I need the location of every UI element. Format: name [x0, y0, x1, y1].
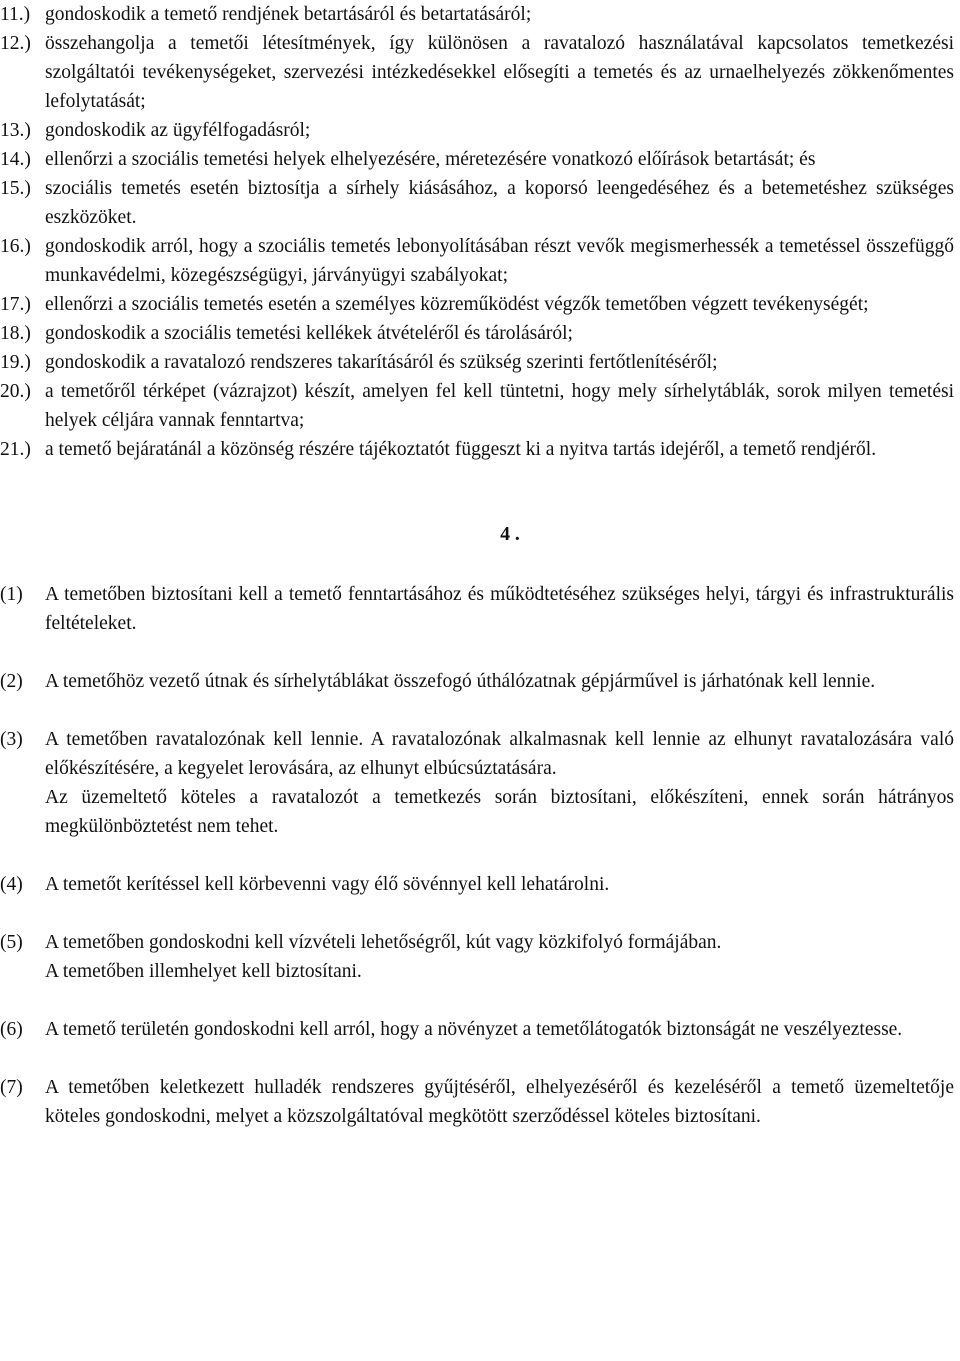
paragraph-2 — [0, 667, 960, 696]
list-item — [0, 116, 960, 145]
paragraph-number: (7) — [0, 1077, 23, 1098]
list-item — [0, 232, 960, 290]
duties-list — [0, 0, 960, 464]
item-number: 19.) — [0, 352, 31, 373]
paragraph-text: A temetőben gondoskodni kell vízvételi lehetőségről, kút vagy közkifolyó formájában. — [45, 932, 722, 953]
list-item — [0, 29, 960, 116]
item-number: 12.) — [0, 33, 31, 54]
paragraph-text: A temetőben ravatalozónak kell lennie. A ravatalozónak alkalmasnak kell lennie az elhunyt ravatalozására való előkészítésére, a kegyelet lerovására, az elhunyt elbúcsúztatására. — [45, 729, 954, 779]
item-number: 11.) — [0, 4, 31, 25]
paragraph-number: (1) — [0, 584, 23, 605]
list-item — [0, 435, 960, 464]
item-text: gondoskodik a szociális temetési kellékek átvételéről és tárolásáról; — [45, 323, 573, 344]
item-number: 18.) — [0, 323, 31, 344]
item-text: gondoskodik a temető rendjének betartásáról és betartatásáról; — [45, 4, 532, 25]
paragraph-3 — [0, 725, 960, 841]
paragraph-text: A temetőben keletkezett hulladék rendszeres gyűjtéséről, elhelyezéséről és kezeléséről a temető üzemeltetője köteles gondoskodni, melyet a közszolgáltatóval megkötött szerződéssel köteles biztosítani. — [45, 1077, 954, 1127]
item-text: szociális temetés esetén biztosítja a sírhely kiásásához, a koporsó leengedéséhez és a betemetéshez szükséges eszközöket. — [45, 178, 954, 228]
item-text: a temető bejáratánál a közönség részére tájékoztatót függeszt ki a nyitva tartás idejéről, a temető rendjéről. — [45, 439, 877, 460]
paragraph-text: A temetőt kerítéssel kell körbevenni vagy élő sövénnyel kell lehatárolni. — [45, 874, 610, 895]
paragraph-number: (3) — [0, 729, 23, 750]
item-text: gondoskodik arról, hogy a szociális temetés lebonyolításában részt vevők megismerhessék a temetéssel összefüggő munkavédelmi, közegészségügyi, járványügyi szabályokat; — [45, 236, 954, 286]
item-text: összehangolja a temetői létesítmények, így különösen a ravatalozó használatával kapcsolatos temetkezési szolgáltatói tevékenységeket, szervezési intézkedésekkel elősegíti a temetés és az urnaelhelyezés zökkenőmentes lefolytatását; — [45, 33, 954, 112]
list-item — [0, 0, 960, 29]
paragraph-6 — [0, 1015, 960, 1044]
paragraph-text: A temetőhöz vezető útnak és sírhelytáblákat összefogó úthálózatnak gépjárművel is járhatónak kell lennie. — [45, 671, 876, 692]
list-item — [0, 319, 960, 348]
item-number: 13.) — [0, 120, 31, 141]
list-item — [0, 174, 960, 232]
section-heading: 4 . — [500, 524, 520, 545]
paragraph-4 — [0, 870, 960, 899]
item-number: 14.) — [0, 149, 31, 170]
item-number: 17.) — [0, 294, 31, 315]
paragraph-text: A temető területén gondoskodni kell arról, hogy a növényzet a temetőlátogatók biztonságát ne veszélyeztesse. — [45, 1019, 903, 1040]
paragraph-number: (6) — [0, 1019, 23, 1040]
item-text: gondoskodik az ügyfélfogadásról; — [45, 120, 311, 141]
paragraph-text: A temetőben illemhelyet kell biztosítani. — [45, 961, 362, 982]
list-item — [0, 145, 960, 174]
paragraph-7 — [0, 1073, 960, 1131]
paragraph-text: Az üzemeltető köteles a ravatalozót a temetkezés során biztosítani, előkészíteni, ennek során hátrányos megkülönböztetést nem tehet. — [45, 787, 954, 837]
item-number: 20.) — [0, 381, 31, 402]
item-text: gondoskodik a ravatalozó rendszeres takarításáról és szükség szerinti fertőtlenítéséről; — [45, 352, 718, 373]
item-text: ellenőrzi a szociális temetési helyek elhelyezésére, méretezésére vonatkozó előírások betartását; és — [45, 149, 816, 170]
item-number: 21.) — [0, 439, 31, 460]
item-number: 15.) — [0, 178, 31, 199]
list-item — [0, 348, 960, 377]
paragraph-number: (4) — [0, 874, 23, 895]
paragraph-number: (2) — [0, 671, 23, 692]
list-item — [0, 377, 960, 435]
paragraph-5 — [0, 928, 960, 986]
paragraph-text: A temetőben biztosítani kell a temető fenntartásához és működtetéséhez szükséges helyi, tárgyi és infrastrukturális feltételeket. — [45, 584, 954, 634]
paragraph-number: (5) — [0, 932, 23, 953]
item-text: a temetőről térképet (vázrajzot) készít, amelyen fel kell tüntetni, hogy mely sírhelytáblák, sorok milyen temetési helyek céljára vannak fenntartva; — [45, 381, 954, 431]
list-item — [0, 290, 960, 319]
item-text: ellenőrzi a szociális temetés esetén a személyes közreműködést végzők temetőben végzett tevékenységét; — [45, 294, 869, 315]
paragraph-1 — [0, 580, 960, 638]
item-number: 16.) — [0, 236, 31, 257]
